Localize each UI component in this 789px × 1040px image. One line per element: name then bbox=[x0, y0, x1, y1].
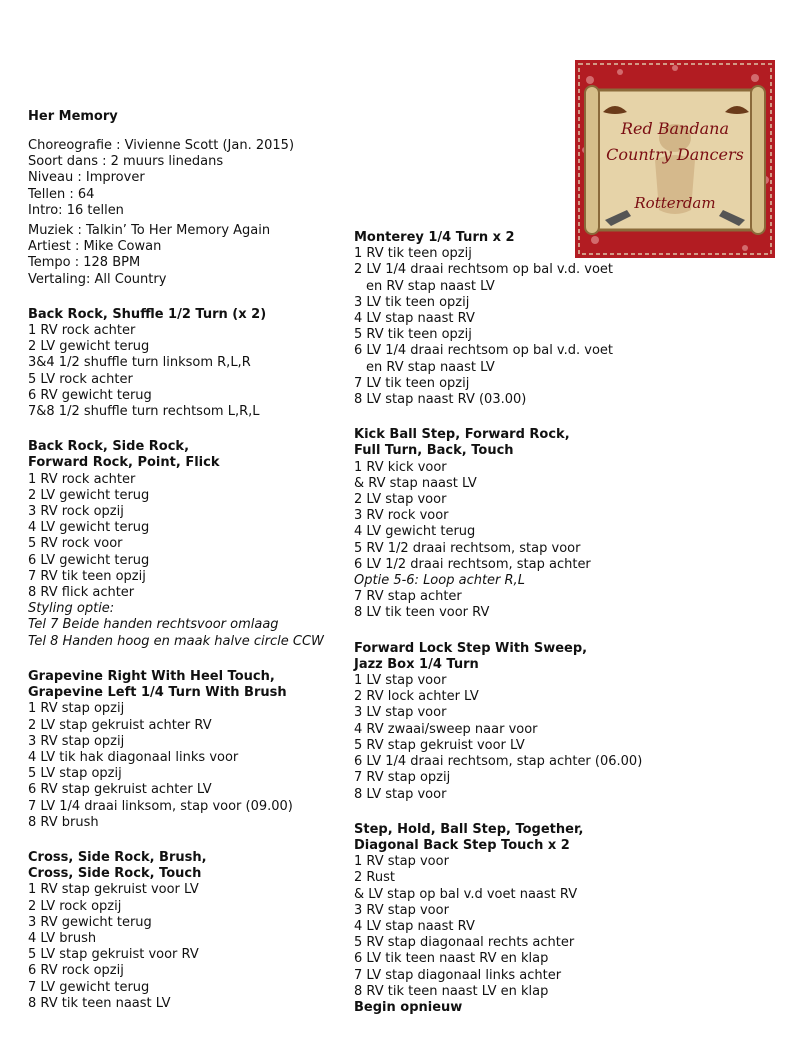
step-line: 4 RV zwaai/sweep naar voor bbox=[354, 721, 538, 737]
right-sections bbox=[354, 230, 694, 1016]
meta-line: Muziek : Talkin’ To Her Memory Again bbox=[28, 223, 271, 239]
step-line: 2 LV stap voor bbox=[354, 492, 447, 508]
left-column bbox=[28, 109, 348, 1012]
step-section bbox=[28, 307, 348, 420]
section-heading: Jazz Box 1/4 Turn bbox=[354, 656, 479, 672]
step-line: 4 LV tik hak diagonaal links voor bbox=[28, 749, 239, 765]
step-line: 3 RV gewicht terug bbox=[28, 914, 152, 930]
step-line: 2 Rust bbox=[354, 870, 395, 886]
step-line: 2 LV 1/4 draai rechtsom op bal v.d. voet bbox=[354, 262, 614, 278]
step-line: 4 LV stap naast RV bbox=[354, 311, 475, 327]
step-line: 8 LV stap naast RV (03.00) bbox=[354, 392, 527, 408]
step-section bbox=[354, 427, 694, 621]
step-line: 3 LV tik teen opzij bbox=[354, 294, 470, 310]
step-line: 2 LV rock opzij bbox=[28, 898, 122, 914]
step-line: 6 RV gewicht terug bbox=[28, 387, 152, 403]
meta-line: Intro: 16 tellen bbox=[28, 202, 124, 218]
step-text: en RV stap naast LV bbox=[366, 359, 495, 375]
step-line: 3 RV rock voor bbox=[354, 508, 449, 524]
step-section bbox=[28, 669, 348, 831]
step-line bbox=[354, 279, 694, 295]
step-line: 6 RV stap gekruist achter LV bbox=[28, 782, 212, 798]
step-line: 8 LV stap voor bbox=[354, 786, 447, 802]
step-line: 4 LV gewicht terug bbox=[354, 524, 476, 540]
left-sections bbox=[28, 307, 348, 1012]
step-line: 7 LV stap diagonaal links achter bbox=[354, 967, 562, 983]
step-line: 8 LV tik teen voor RV bbox=[354, 605, 490, 621]
step-line: 4 LV gewicht terug bbox=[28, 520, 150, 536]
step-line: 5 LV stap gekruist voor RV bbox=[28, 947, 199, 963]
meta-line: Choreografie : Vivienne Scott (Jan. 2015) bbox=[28, 138, 295, 153]
step-line bbox=[354, 360, 694, 376]
step-line: 3&4 1/2 shuffle turn linksom R,L,R bbox=[28, 355, 251, 371]
step-section bbox=[354, 641, 694, 803]
step-line: 7&8 1/2 shuffle turn rechtsom L,R,L bbox=[28, 404, 260, 420]
dance-info-primary bbox=[28, 138, 348, 219]
styling-note: Tel 8 Handen hoog en maak halve circle CCW bbox=[28, 633, 324, 649]
step-line: 7 LV gewicht terug bbox=[28, 979, 150, 995]
step-line: & RV stap naast LV bbox=[354, 475, 477, 491]
dance-title: Her Memory bbox=[28, 109, 118, 124]
step-line: 2 LV gewicht terug bbox=[28, 339, 150, 355]
meta-line: Soort dans : 2 muurs linedans bbox=[28, 154, 224, 170]
section-heading: Cross, Side Rock, Brush, bbox=[28, 849, 207, 865]
step-line: 4 LV brush bbox=[28, 930, 97, 946]
styling-note: Styling optie: bbox=[28, 601, 115, 617]
section-heading: Grapevine Left 1/4 Turn With Brush bbox=[28, 685, 287, 701]
step-line: 6 LV gewicht terug bbox=[28, 552, 150, 568]
step-line: 3 RV stap voor bbox=[354, 902, 449, 918]
logo-line-2: Country Dancers bbox=[606, 145, 744, 164]
step-line: 5 RV 1/2 draai rechtsom, stap voor bbox=[354, 540, 581, 556]
section-heading: Forward Lock Step With Sweep, bbox=[354, 640, 588, 656]
step-line: & LV stap op bal v.d voet naast RV bbox=[354, 886, 578, 902]
step-line: 8 RV tik teen naast LV bbox=[28, 995, 171, 1011]
step-line: 4 LV stap naast RV bbox=[354, 918, 475, 934]
step-line: 1 RV rock achter bbox=[28, 471, 136, 487]
step-line: 7 RV tik teen opzij bbox=[28, 568, 146, 584]
logo-line-1: Red Bandana bbox=[620, 119, 730, 138]
step-line: 8 RV brush bbox=[28, 814, 99, 830]
step-line: 5 RV stap gekruist voor LV bbox=[354, 737, 525, 753]
styling-note: Tel 7 Beide handen rechtsvoor omlaag bbox=[28, 617, 279, 633]
section-heading: Cross, Side Rock, Touch bbox=[28, 866, 202, 882]
step-line: 5 RV stap diagonaal rechts achter bbox=[354, 935, 575, 951]
step-line: 6 RV rock opzij bbox=[28, 963, 124, 979]
meta-line: Artiest : Mike Cowan bbox=[28, 239, 162, 255]
step-line: 7 LV tik teen opzij bbox=[354, 375, 470, 391]
step-line: 3 RV rock opzij bbox=[28, 504, 124, 520]
logo-line-3: Rotterdam bbox=[634, 194, 716, 212]
step-line: 3 RV stap opzij bbox=[28, 733, 125, 749]
dance-info-music bbox=[28, 223, 348, 288]
step-line: Optie 5-6: Loop achter R,L bbox=[354, 573, 525, 589]
step-line: 2 RV lock achter LV bbox=[354, 689, 479, 705]
step-line: 1 RV rock achter bbox=[28, 323, 136, 339]
step-section bbox=[354, 822, 694, 1016]
step-text: en RV stap naast LV bbox=[366, 278, 495, 294]
step-line: 8 RV flick achter bbox=[28, 585, 135, 601]
step-section bbox=[28, 439, 348, 650]
step-line: 6 LV 1/2 draai rechtsom, stap achter bbox=[354, 556, 591, 572]
section-heading: Full Turn, Back, Touch bbox=[354, 443, 514, 459]
meta-line: Tempo : 128 BPM bbox=[28, 255, 141, 271]
section-heading: Step, Hold, Ball Step, Together, bbox=[354, 821, 584, 837]
step-line: 6 LV 1/4 draai rechtsom op bal v.d. voet bbox=[354, 343, 614, 359]
step-line: 1 RV tik teen opzij bbox=[354, 246, 472, 262]
step-line: 5 RV rock voor bbox=[28, 536, 123, 552]
step-line: 7 LV 1/4 draai linksom, stap voor (09.00) bbox=[28, 798, 293, 814]
section-heading: Kick Ball Step, Forward Rock, bbox=[354, 427, 570, 443]
step-line: 2 LV stap gekruist achter RV bbox=[28, 717, 212, 733]
step-line: 1 RV kick voor bbox=[354, 459, 447, 475]
step-line: 7 RV stap opzij bbox=[354, 770, 451, 786]
step-line: 1 RV stap opzij bbox=[28, 701, 125, 717]
step-section bbox=[28, 850, 348, 1012]
step-line: 3 LV stap voor bbox=[354, 705, 447, 721]
section-heading: Back Rock, Side Rock, bbox=[28, 439, 190, 455]
step-line: 5 RV tik teen opzij bbox=[354, 327, 472, 343]
section-heading: Forward Rock, Point, Flick bbox=[28, 455, 220, 471]
section-heading: Back Rock, Shuffle 1/2 Turn (x 2) bbox=[28, 306, 267, 322]
step-line: 1 RV stap voor bbox=[354, 854, 449, 870]
meta-line: Tellen : 64 bbox=[28, 186, 95, 202]
step-line: 1 LV stap voor bbox=[354, 673, 447, 689]
logo bbox=[575, 60, 775, 258]
step-line: 6 LV 1/4 draai rechtsom, stap achter (06.00) bbox=[354, 754, 643, 770]
step-line: Begin opnieuw bbox=[354, 999, 463, 1015]
step-line: 1 RV stap gekruist voor LV bbox=[28, 882, 199, 898]
step-line: 6 LV tik teen naast RV en klap bbox=[354, 951, 549, 967]
step-line: 2 LV gewicht terug bbox=[28, 487, 150, 503]
step-line: 5 LV stap opzij bbox=[28, 766, 122, 782]
section-heading: Diagonal Back Step Touch x 2 bbox=[354, 837, 570, 853]
meta-line: Vertaling: All Country bbox=[28, 271, 167, 287]
step-line: 8 RV tik teen naast LV en klap bbox=[354, 983, 549, 999]
right-column bbox=[354, 230, 694, 1016]
section-heading: Grapevine Right With Heel Touch, bbox=[28, 668, 275, 684]
step-section bbox=[354, 230, 694, 408]
step-line: 5 LV rock achter bbox=[28, 371, 133, 387]
meta-line: Niveau : Improver bbox=[28, 170, 145, 186]
step-line: 7 RV stap achter bbox=[354, 589, 462, 605]
section-heading: Monterey 1/4 Turn x 2 bbox=[354, 230, 515, 245]
